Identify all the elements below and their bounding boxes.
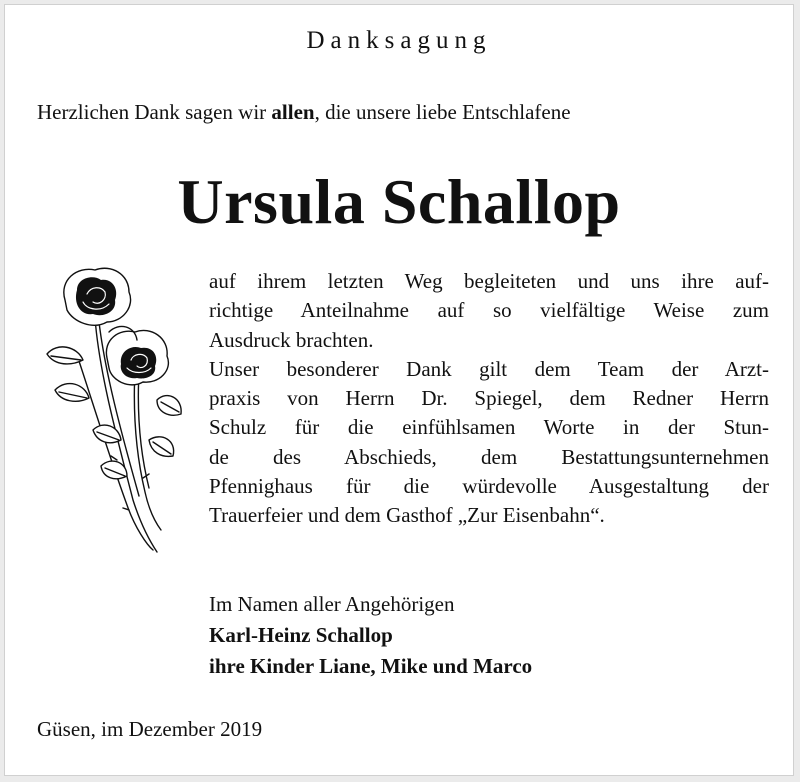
deceased-name: Ursula Schallop [177, 166, 621, 237]
notice-heading: Danksagung [306, 27, 492, 54]
thanks-text-line: de des Abschieds, dem Bestattungsunternehmen [209, 444, 769, 469]
thanks-text-line: Pfennighaus für die würdevolle Ausgestaltung der [209, 474, 769, 499]
thanks-text-line: Schulz für die einfühlsamen Worte in der Stun- [209, 415, 769, 440]
roses-icon [37, 260, 187, 560]
signature-intro: Im Namen aller Angehörigen [209, 592, 455, 616]
obituary-notice [4, 4, 794, 776]
intro-text-before: Herzlichen Dank sagen wir [37, 100, 272, 124]
signature-name: Karl-Heinz Schallop [209, 623, 393, 647]
thanks-text [209, 267, 769, 531]
place-date: Güsen, im Dezember 2019 [37, 717, 263, 741]
thanks-text-line: richtige Anteilnahme auf so vielfältige Weise zum [209, 298, 769, 323]
thanks-text-line: Ausdruck brachten. [209, 327, 374, 352]
thanks-text-line: Trauerfeier und dem Gasthof „Zur Eisenbahn“. [209, 503, 605, 528]
signature-children: ihre Kinder Liane, Mike und Marco [209, 654, 533, 678]
thanks-text-line: Unser besonderer Dank gilt dem Team der Arzt- [209, 356, 769, 381]
intro-text [37, 100, 571, 125]
signature-block [209, 589, 532, 682]
thanks-text-line: auf ihrem letzten Weg begleiteten und uns ihre auf- [209, 269, 769, 293]
thanks-text-line: praxis von Herrn Dr. Spiegel, dem Redner Herrn [209, 386, 769, 411]
intro-text-after: , die unsere liebe Entschlafene [314, 100, 571, 124]
intro-text-bold: allen [271, 100, 315, 124]
